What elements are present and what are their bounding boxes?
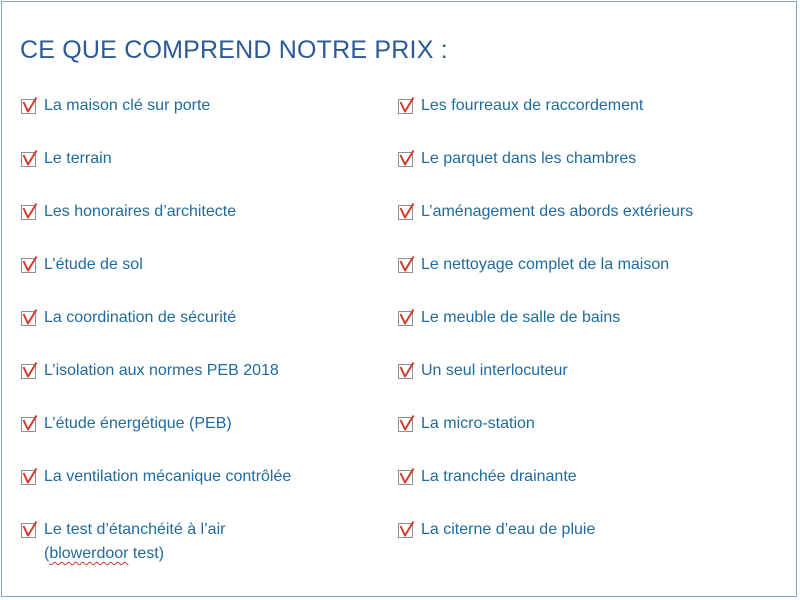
item-label: La ventilation mécanique contrôlée <box>44 468 292 485</box>
checkbox-checked-icon <box>397 202 416 221</box>
checkbox-checked-icon <box>20 202 39 221</box>
list-item <box>20 306 380 359</box>
list-item <box>397 306 787 359</box>
item-label: Le terrain <box>44 150 112 167</box>
item-label: La maison clé sur porte <box>44 97 211 114</box>
page-title: CE QUE COMPREND NOTRE PRIX : <box>20 36 448 64</box>
item-label: Les fourreaux de raccordement <box>421 97 644 114</box>
item-label: Le nettoyage complet de la maison <box>421 256 670 273</box>
item-label: La citerne d’eau de pluie <box>421 521 596 538</box>
list-item <box>397 253 787 306</box>
spellcheck-word: blowerdoor <box>49 545 129 562</box>
price-inclusions-panel <box>1 1 797 597</box>
checkbox-checked-icon <box>20 255 39 274</box>
checkbox-checked-icon <box>397 255 416 274</box>
checkbox-checked-icon <box>397 96 416 115</box>
list-item <box>397 94 787 147</box>
item-label: L’aménagement des abords extérieurs <box>421 203 694 220</box>
item-label: Les honoraires d’architecte <box>44 203 237 220</box>
item-label: Le parquet dans les chambres <box>421 150 637 167</box>
list-item <box>20 94 380 147</box>
list-item <box>20 147 380 200</box>
checkbox-checked-icon <box>20 520 39 539</box>
sub-open-paren: ( <box>44 545 50 562</box>
inclusions-list-left <box>20 94 380 571</box>
list-item <box>20 518 380 571</box>
sub-rest: test) <box>128 545 165 562</box>
item-label: La tranchée drainante <box>421 468 577 485</box>
checkbox-checked-icon <box>20 467 39 486</box>
item-label: Le test d’étanchéité à l’air <box>44 521 226 538</box>
checkbox-checked-icon <box>20 96 39 115</box>
list-item <box>20 359 380 412</box>
checkbox-checked-icon <box>397 149 416 168</box>
list-item <box>397 147 787 200</box>
checkbox-checked-icon <box>20 361 39 380</box>
list-item <box>20 200 380 253</box>
list-item <box>20 253 380 306</box>
item-sublabel <box>44 542 380 566</box>
checkbox-checked-icon <box>397 414 416 433</box>
item-label: Un seul interlocuteur <box>421 362 568 379</box>
item-label: La coordination de sécurité <box>44 309 237 326</box>
list-item <box>397 518 787 571</box>
checkbox-checked-icon <box>397 467 416 486</box>
checkbox-checked-icon <box>20 149 39 168</box>
list-item <box>20 465 380 518</box>
list-item <box>397 412 787 465</box>
checkbox-checked-icon <box>20 308 39 327</box>
checkbox-checked-icon <box>397 520 416 539</box>
list-item <box>397 200 787 253</box>
item-label: L’étude énergétique (PEB) <box>44 415 232 432</box>
checkbox-checked-icon <box>397 308 416 327</box>
item-label: L’étude de sol <box>44 256 143 273</box>
list-item <box>397 465 787 518</box>
item-label: La micro-station <box>421 415 535 432</box>
item-label: Le meuble de salle de bains <box>421 309 621 326</box>
list-item <box>397 359 787 412</box>
checkbox-checked-icon <box>20 414 39 433</box>
inclusions-list-right <box>397 94 787 571</box>
item-label: L’isolation aux normes PEB 2018 <box>44 362 279 379</box>
list-item <box>20 412 380 465</box>
checkbox-checked-icon <box>397 361 416 380</box>
